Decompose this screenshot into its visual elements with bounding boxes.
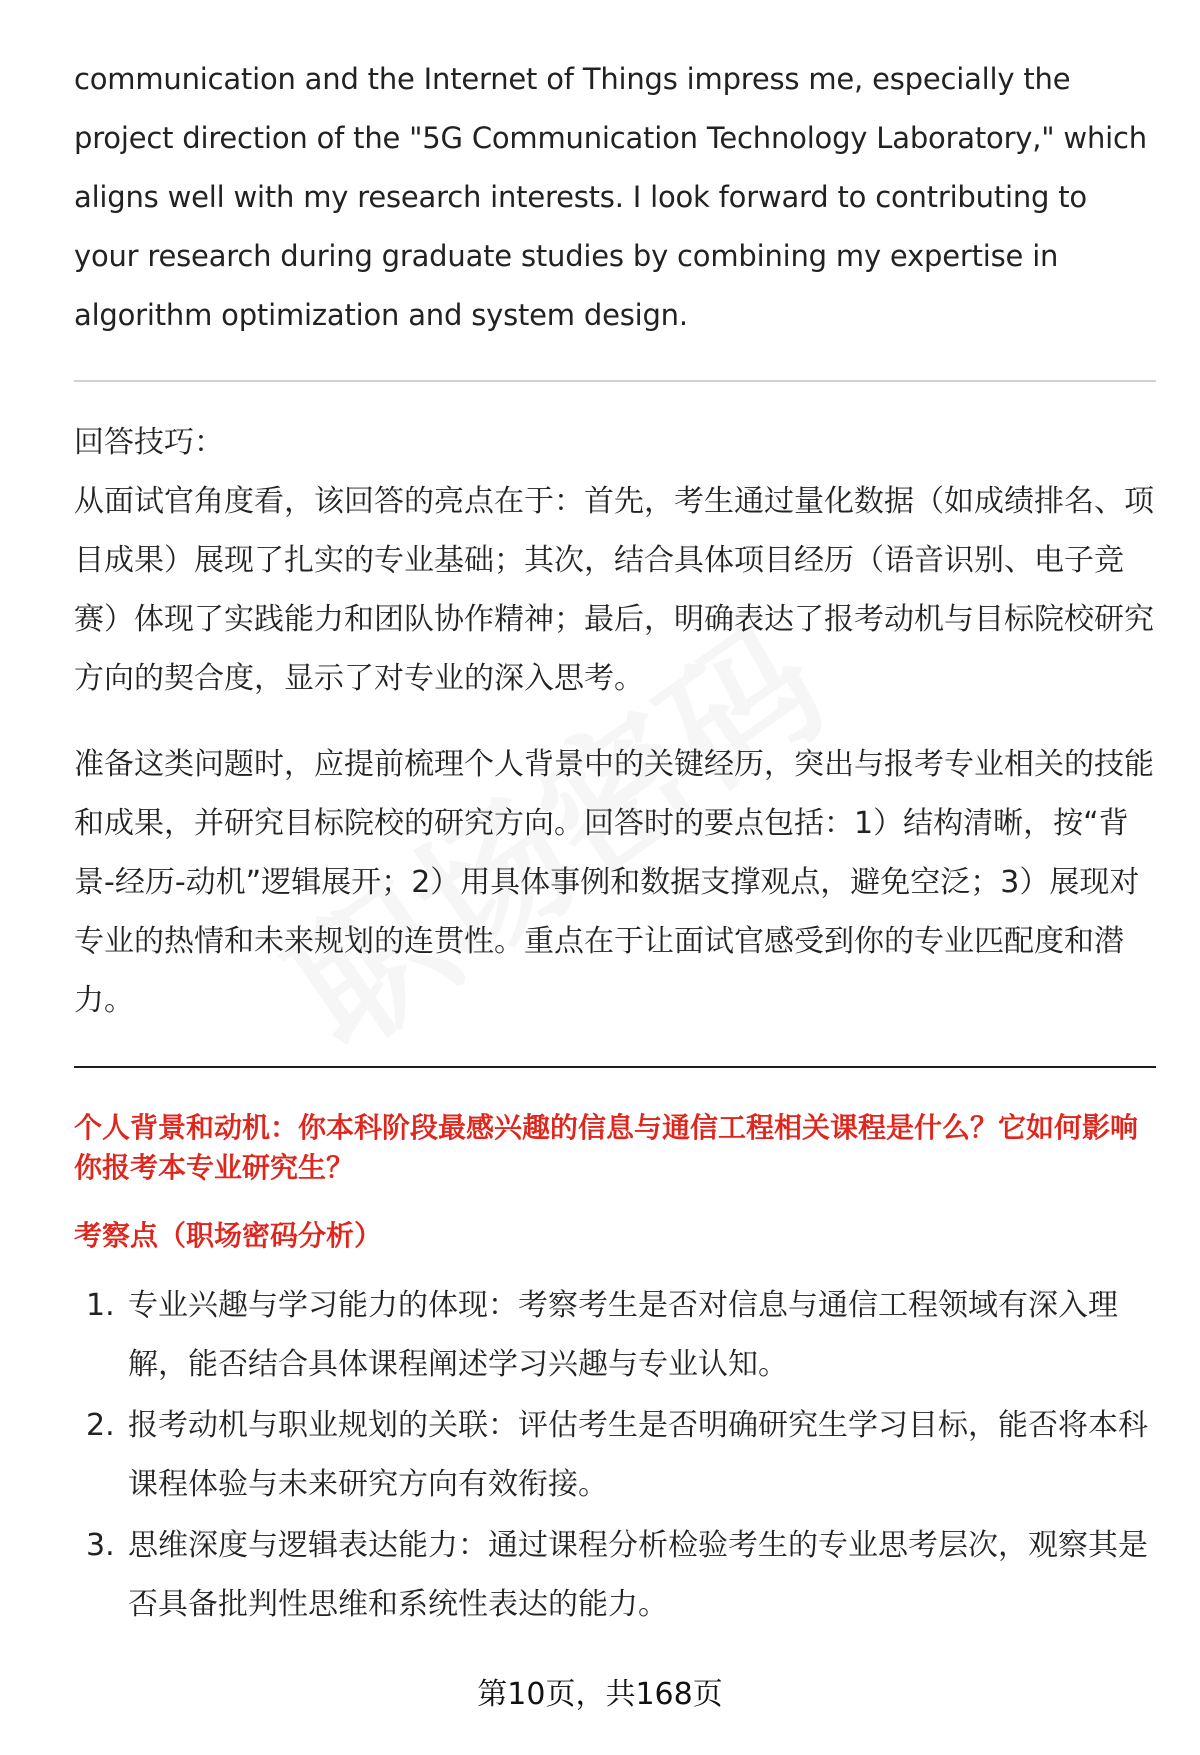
list-item-number: 1. <box>86 1288 115 1323</box>
list-item-text: 报考动机与职业规划的关联：评估考生是否明确研究生学习目标，能否将本科课程体验与未来研究方向有效衔接。 <box>128 1408 1148 1502</box>
list-item-number: 2. <box>86 1408 115 1443</box>
section-divider <box>74 380 1156 382</box>
page-number: 第10页，共168页 <box>477 1677 723 1712</box>
intro-paragraph: communication and the Internet of Things impress me, especially the project direction of the "5G Communication Technology Laboratory," which aligns well with my research interests. I look forward to contributing to your research during graduate studies by combining my expertise in algorithm optimization and system design. <box>74 62 1147 332</box>
answer-tips-section <box>74 413 1156 1030</box>
document-body <box>74 50 1156 1636</box>
list-item <box>74 1516 1156 1634</box>
list-item <box>74 1396 1156 1514</box>
question-section <box>74 1108 1156 1634</box>
list-item-text: 专业兴趣与学习能力的体现：考察考生是否对信息与通信工程领域有深入理解，能否结合具体课程阐述学习兴趣与专业认知。 <box>128 1288 1118 1382</box>
assessment-points-list <box>74 1276 1156 1634</box>
question-divider <box>74 1066 1156 1068</box>
question-subtitle: 考察点（职场密码分析） <box>74 1219 383 1252</box>
list-item <box>74 1276 1156 1394</box>
tips-label: 回答技巧： <box>74 425 224 460</box>
tips-paragraph-2: 准备这类问题时，应提前梳理个人背景中的关键经历，突出与报考专业相关的技能和成果，并研究目标院校的研究方向。回答时的要点包括：1）结构清晰，按“背景-经历-动机”逻辑展开；2）用具体事例和数据支撑观点，避免空泛；3）展现对专业的热情和未来规划的连贯性。重点在于让面试官感受到你的专业匹配度和潜力。 <box>74 747 1154 1018</box>
question-title: 个人背景和动机：你本科阶段最感兴趣的信息与通信工程相关课程是什么？它如何影响你报考本专业研究生？ <box>74 1111 1139 1184</box>
list-item-number: 3. <box>86 1528 115 1563</box>
list-item-text: 思维深度与逻辑表达能力：通过课程分析检验考生的专业思考层次，观察其是否具备批判性思维和系统性表达的能力。 <box>128 1528 1148 1622</box>
tips-paragraph-1: 从面试官角度看，该回答的亮点在于：首先，考生通过量化数据（如成绩排名、项目成果）展现了扎实的专业基础；其次，结合具体项目经历（语音识别、电子竞赛）体现了实践能力和团队协作精神；最后，明确表达了报考动机与目标院校研究方向的契合度，显示了对专业的深入思考。 <box>74 484 1154 696</box>
